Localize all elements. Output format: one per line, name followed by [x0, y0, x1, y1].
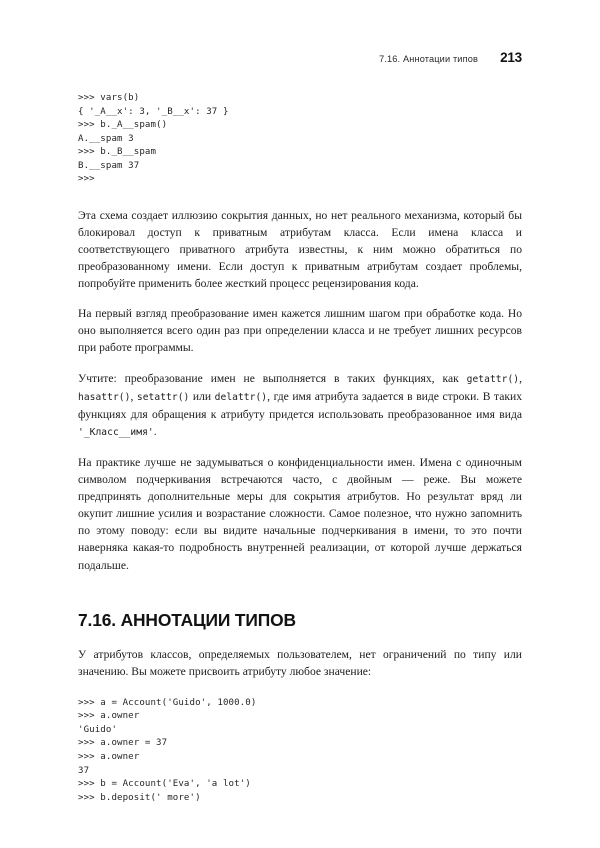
inline-code-setattr: setattr(): [136, 391, 190, 403]
code-line: A.__spam 3: [78, 133, 134, 144]
paragraph-getattr-note: [78, 370, 522, 441]
paragraph-text-fragment: .: [153, 424, 157, 438]
code-block-private-attrs: [78, 92, 522, 187]
code-line: >>>: [78, 174, 95, 185]
paragraph-mangling-cost: На первый взгляд преобразование имен кажется лишним шагом при обработке кода. Но оно выполняется всего один раз при определении класса и не требует лишних ресурсов при работе программы.: [78, 307, 522, 355]
code-line: >>> b._A__spam(): [78, 120, 168, 131]
code-line: >>> a.owner = 37: [78, 738, 168, 749]
inline-code-mangled-name: '_Класс__имя': [78, 426, 154, 438]
code-line: >>> vars(b): [78, 93, 140, 103]
spacer: [78, 631, 522, 646]
inline-code-hasattr: hasattr(): [78, 391, 131, 403]
code-line: 'Guido': [78, 724, 118, 735]
code-line: >>> a.owner: [78, 751, 140, 762]
inline-code-getattr: getattr(): [466, 373, 520, 385]
running-head: [78, 50, 522, 68]
spacer: [78, 441, 522, 454]
code-line: >>> a.owner: [78, 711, 140, 722]
paragraph-text-fragment: ,: [519, 371, 522, 385]
code-line: { '_A__x': 3, '_B__x': 37 }: [78, 106, 229, 117]
code-line: 37: [78, 765, 90, 776]
paragraph-class-attr-no-restrictions: У атрибутов классов, определяемых пользователем, нет ограничений по типу или значению. Вы можете присвоить атрибуту любое значение:: [78, 647, 522, 678]
paragraph-name-mangling-illusion: Эта схема создает иллюзию сокрытия данных, но нет реального механизма, который бы блокировал доступ к приватным атрибутам класса. Если имена класса и соответствующего приватного атрибута известны, к ним можно обратиться по преобразованному имени. Если доступ к приватным атрибутам создает проблемы, попробуйте применить более жесткий процесс рецензирования кода.: [78, 208, 522, 291]
spacer: [78, 357, 522, 370]
code-line: >>> b.deposit(' more'): [78, 792, 201, 803]
spacer: [78, 187, 522, 207]
code-line: >>> a = Account('Guido', 1000.0): [78, 697, 257, 708]
paragraph-text-fragment: или: [189, 389, 215, 403]
code-line: B.__spam 37: [78, 160, 140, 171]
paragraph-practical-advice: На практике лучше не задумываться о конфиденциальности имен. Имена с одиночным символом подчеркивания встречаются часто, с двойным — реже. Вы можете предпринять дополнительные меры для сокрытия атрибутов. Но результат вряд ли окупит лишние усилия и возрастание сложности. Самое полезное, что нужно запомнить по этому поводу: если вы видите начальные подчеркивания в имени, то это почти наверняка какая-то подробность внутренней реализации, от которой лучше держаться подальше.: [78, 455, 522, 572]
paragraph-text-fragment: Учтите: преобразование имен не выполняется в таких функциях, как: [78, 371, 467, 385]
page-number: 213: [500, 50, 522, 65]
spacer: [78, 680, 522, 697]
section-heading-type-annotations: 7.16. АННОТАЦИИ ТИПОВ: [78, 609, 296, 630]
paragraph-text-fragment: , где имя атрибута задается в виде строки. В таких функциях для обращения к атрибуту придется использовать преобразованное имя вида: [78, 389, 523, 421]
text-column: [78, 92, 522, 805]
code-line: >>> b._B__spam: [78, 147, 157, 158]
spacer: [78, 292, 522, 305]
paragraph-text-fragment: ,: [130, 389, 137, 403]
spacer: [78, 574, 522, 610]
inline-code-delattr: delattr(): [214, 391, 268, 403]
code-block-account-attrs: [78, 697, 522, 805]
code-line: >>> b = Account('Eva', 'a lot'): [78, 779, 251, 790]
running-head-title: 7.16. Аннотации типов: [379, 54, 478, 64]
